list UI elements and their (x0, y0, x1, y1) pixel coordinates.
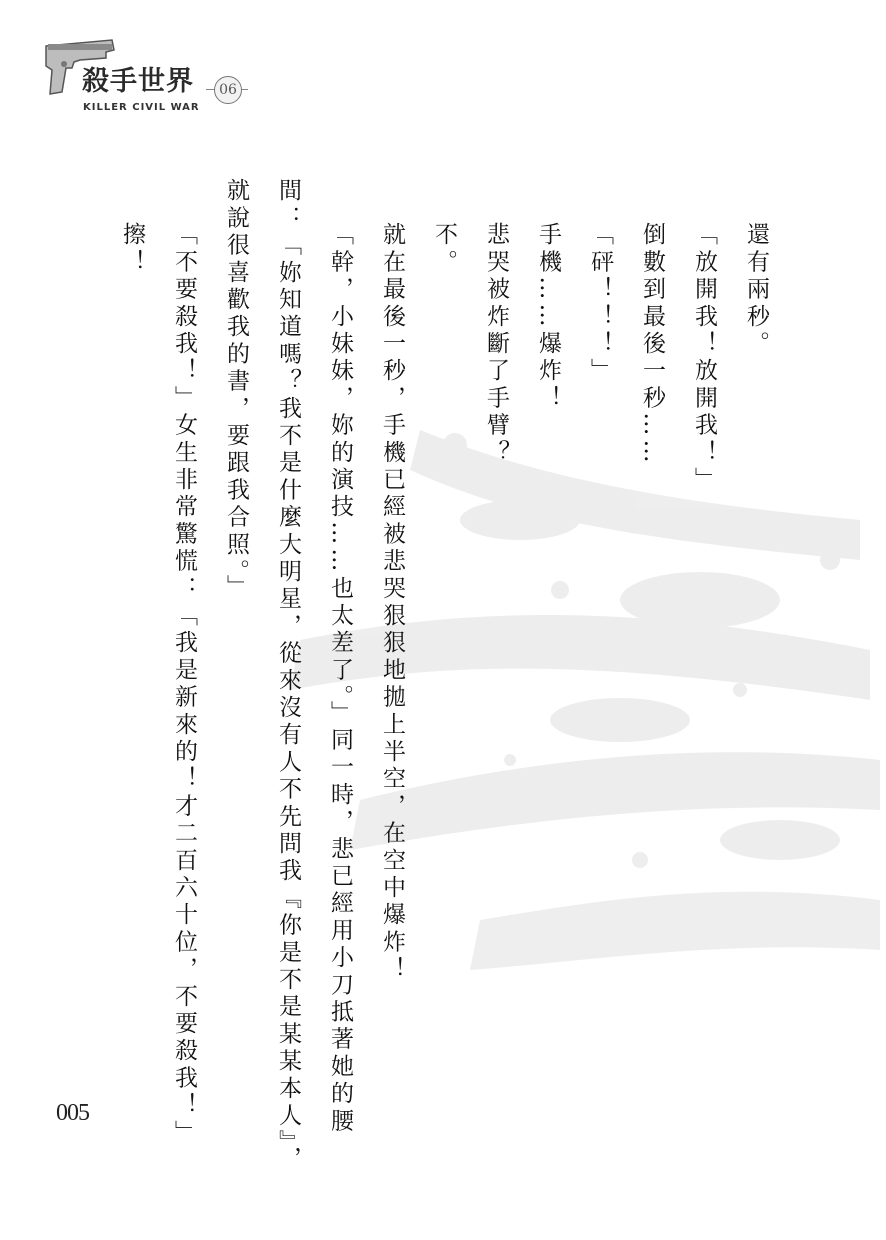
text-column-12: 「不要殺我！」女生非常驚慌：「我是新來的！才二百六十位，不要殺我！」 (171, 222, 197, 1147)
text-column-8: 就在最後一秒，手機已經被悲哭狠狠地拋上半空，在空中爆炸！ (379, 222, 405, 984)
text-column-1: 還有兩秒。 (743, 222, 769, 358)
text-column-4: 「砰！！！」 (587, 222, 613, 386)
series-logo (40, 36, 260, 120)
text-column-6: 悲哭被炸斷了手臂？ (483, 222, 509, 467)
text-column-10: 間：「妳知道嗎？我不是什麼大明星，從來沒有人不先問我『你是不是某某本人』， (275, 178, 301, 1173)
volume-badge: 06 (214, 76, 242, 104)
text-column-7: 不。 (431, 222, 457, 277)
text-column-5: 手機……爆炸！ (535, 222, 561, 413)
series-title: 殺手世界 (82, 66, 194, 97)
page-number: 005 (56, 1100, 89, 1126)
text-column-2: 「放開我！放開我！」 (691, 222, 717, 494)
text-column-9: 「幹，小妹妹，妳的演技……也太差了。」同一時，悲已經用小刀抵著她的腰 (327, 222, 353, 1136)
text-column-11: 就說很喜歡我的書，要跟我合照。」 (223, 178, 249, 602)
series-subtitle: KILLER CIVIL WAR (83, 102, 200, 113)
text-column-3: 倒數到最後一秒…… (639, 222, 665, 467)
text-column-13: 擦！ (119, 222, 145, 277)
